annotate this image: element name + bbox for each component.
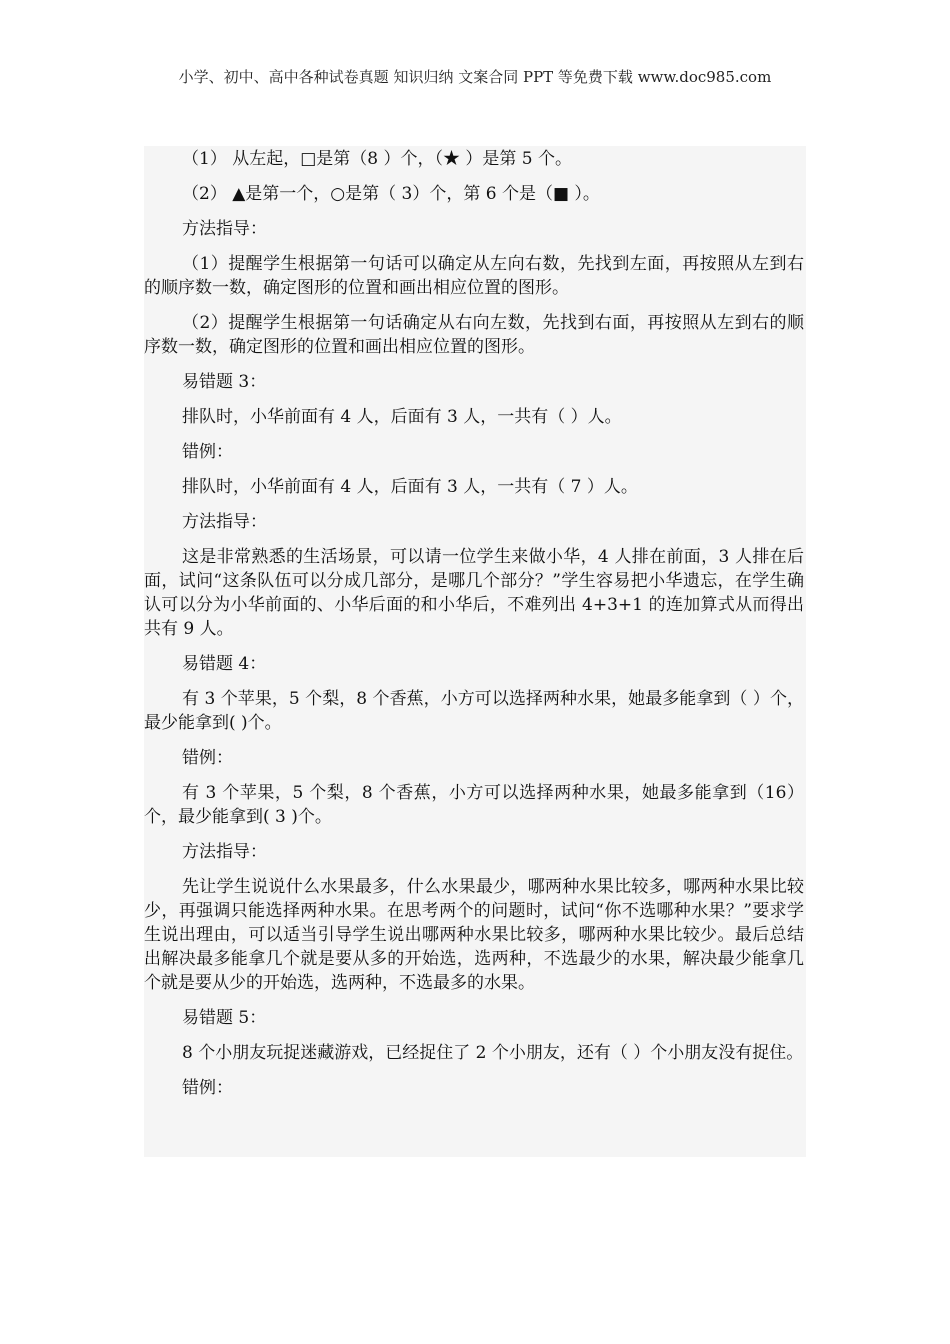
paragraph: 有 3 个苹果，5 个梨，8 个香蕉，小方可以选择两种水果，她最多能拿到（ ）个，最少能拿到( )个。	[144, 689, 804, 733]
paragraph: 排队时，小华前面有 4 人，后面有 3 人，一共有（ ）人。	[182, 407, 622, 427]
section-label: 方法指导：	[182, 219, 267, 239]
paragraph: （2） ▲是第一个，○是第（ 3）个，第 6 个是（■ ）。	[182, 184, 600, 204]
paragraph: （2）提醒学生根据第一句话确定从右向左数，先找到右面，再按照从左到右的顺序数一数，确定图形的位置和画出相应位置的图形。	[144, 313, 804, 357]
section-label: 错例：	[182, 748, 233, 768]
paragraph: （1） 从左起，□是第（8 ）个，（★ ）是第 5 个。	[182, 149, 573, 169]
paragraph: （1）提醒学生根据第一句话可以确定从左向右数，先找到左面，再按照从左到右的顺序数一数，确定图形的位置和画出相应位置的图形。	[144, 254, 804, 298]
section-heading: 易错题 5：	[182, 1008, 267, 1028]
section-label: 错例：	[182, 1078, 233, 1098]
paragraph: 这是非常熟悉的生活场景，可以请一位学生来做小华，4 人排在前面，3 人排在后面，试问“这条队伍可以分成几部分，是哪几个部分？”学生容易把小华遗忘，在学生确认可以分为小华前面的、小华后面的和小华后，不难列出 4+3+1 的连加算式从而得出共有 9 人。	[144, 547, 804, 639]
section-label: 错例：	[182, 442, 233, 462]
paragraph: 有 3 个苹果，5 个梨，8 个香蕉，小方可以选择两种水果，她最多能拿到（16）个，最少能拿到( 3 )个。	[144, 783, 804, 827]
section-heading: 易错题 3：	[182, 372, 267, 392]
document-body	[144, 146, 806, 1157]
paragraph: 先让学生说说什么水果最多，什么水果最少，哪两种水果比较多，哪两种水果比较少，再强调只能选择两种水果。在思考两个的问题时，试问“你不选哪种水果？”要求学生说出理由，可以适当引导学生说出哪两种水果比较多，哪两种水果比较少。最后总结出解决最多能拿几个就是要从多的开始选，选两种，不选最少的水果，解决最少能拿几个就是要从少的开始选，选两种，不选最多的水果。	[144, 877, 804, 993]
section-label: 方法指导：	[182, 842, 267, 862]
page-header: 小学、初中、高中各种试卷真题 知识归纳 文案合同 PPT 等免费下载 www.doc985.com	[178, 68, 772, 86]
paragraph: 8 个小朋友玩捉迷藏游戏，已经捉住了 2 个小朋友，还有（ ）个小朋友没有捉住。	[182, 1043, 804, 1063]
section-heading: 易错题 4：	[182, 654, 267, 674]
section-label: 方法指导：	[182, 512, 267, 532]
paragraph: 排队时，小华前面有 4 人，后面有 3 人，一共有（ 7 ）人。	[182, 477, 638, 497]
